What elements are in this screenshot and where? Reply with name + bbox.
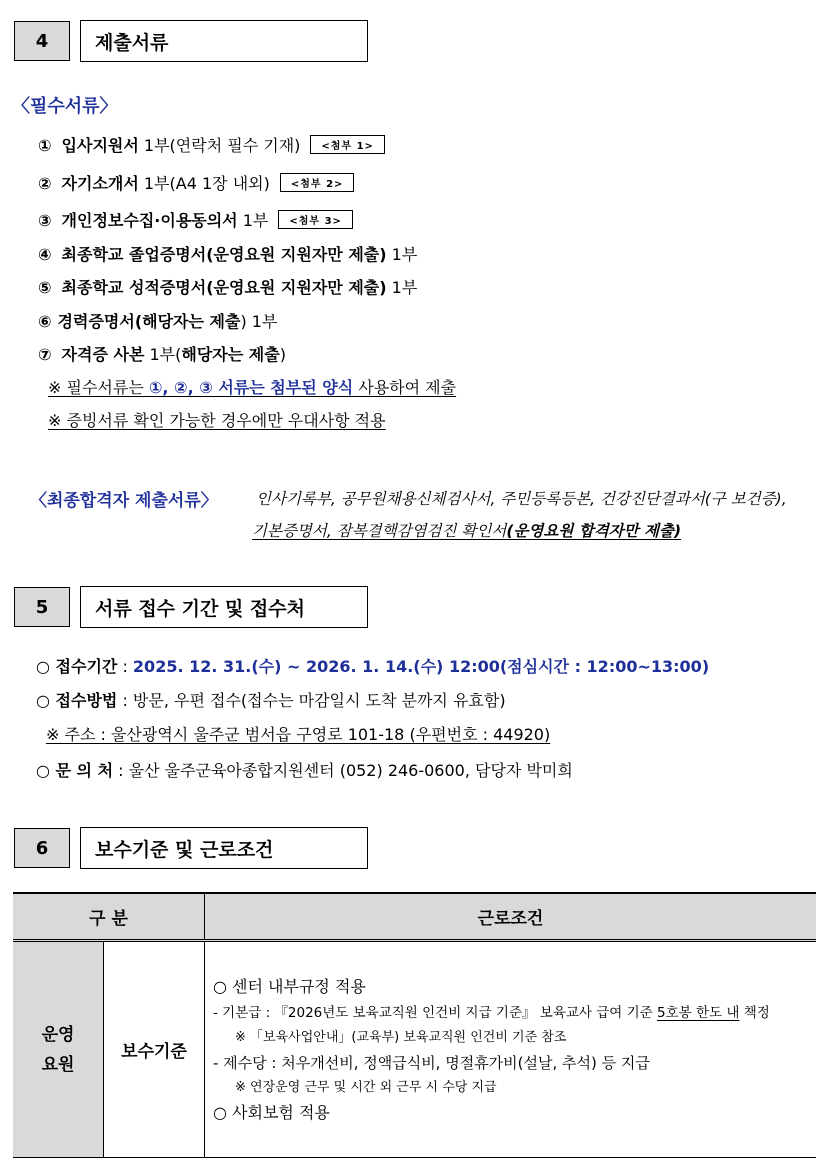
table-row xyxy=(13,941,816,1158)
doc-item-5: ⑤ 최종학교 성적증명서(운영요원 지원자만 제출) 1부 xyxy=(38,278,418,297)
application-address: ※ 주소 : 울산광역시 울주군 범서읍 구영로 101-18 (우편번호 : 44920) xyxy=(46,725,551,744)
row-group-cell: 운영 요원 xyxy=(13,941,104,1158)
doc-item-6: ⑥ 경력증명서(해당자는 제출) 1부 xyxy=(38,312,278,331)
table-header-row xyxy=(13,893,816,941)
doc-item-4: ④ 최종학교 졸업증명서(운영요원 지원자만 제출) 1부 xyxy=(38,245,418,264)
header-conditions: 근로조건 xyxy=(205,893,817,941)
section-6-number: 6 xyxy=(14,828,70,868)
required-docs-note: ※ 필수서류는 ①, ②, ③ 서류는 첨부된 양식 사용하여 제출 xyxy=(48,378,457,397)
row-label-cell: 보수기준 xyxy=(104,941,205,1158)
section-5-title: 서류 접수 기간 및 접수처 xyxy=(80,586,368,628)
application-method: ○ 접수방법 : 방문, 우편 접수(접수는 마감일시 도착 분까지 유효함) xyxy=(36,691,506,710)
attachment-badge: <첨부 2> xyxy=(280,173,355,192)
doc-item-1: ① 입사지원서 1부(연락처 필수 기재) <첨부 1> xyxy=(38,133,385,156)
final-docs-heading: 〈최종합격자 제출서류〉 xyxy=(30,491,218,511)
header-category: 구 분 xyxy=(13,893,205,941)
attachment-badge: <첨부 1> xyxy=(310,135,385,154)
section-6-title: 보수기준 및 근로조건 xyxy=(80,827,368,869)
doc-item-2: ② 자기소개서 1부(A4 1장 내외) <첨부 2> xyxy=(38,171,354,194)
section-4-number: 4 xyxy=(14,21,70,61)
doc-item-3: ③ 개인정보수집·이용동의서 1부 <첨부 3> xyxy=(38,208,353,231)
section-4-title: 제출서류 xyxy=(80,20,368,62)
conditions-cell: ○ 센터 내부규정 적용 - 기본급 : 『2026년도 보육교직원 인건비 지급 기준』 보육교사 급여 기준 5호봉 한도 내 책정 ※ 「보육사업안내」(교육부) 보육교직원 인건비 기준 참조 - 제수당 : 처우개선비, 정액급식비, 명절휴가비(설날, 추석) 등 지급 ※ 연장운영 근무 및 시간 외 근무 시 수당 지급 ○ 사회보험 적용 xyxy=(205,941,817,1158)
doc-item-7: ⑦ 자격증 사본 1부(해당자는 제출) xyxy=(38,345,286,364)
final-docs-line-2: 기본증명서, 잠복결핵감염검진 확인서(운영요원 합격자만 제출) xyxy=(252,522,682,540)
attachment-badge: <첨부 3> xyxy=(278,210,353,229)
section-5-number: 5 xyxy=(14,587,70,627)
application-period: ○ 접수기간 : 2025. 12. 31.(수) ~ 2026. 1. 14.(수) 12:00(점심시간 : 12:00~13:00) xyxy=(36,657,710,676)
required-docs-heading: 〈필수서류〉 xyxy=(12,96,118,117)
working-conditions-table xyxy=(13,892,816,1158)
final-docs-line-1: 인사기록부, 공무원채용신체검사서, 주민등록등본, 건강진단결과서(구 보건증), xyxy=(256,490,787,508)
evidence-docs-note: ※ 증빙서류 확인 가능한 경우에만 우대사항 적용 xyxy=(48,411,386,430)
contact-info: ○ 문 의 처 : 울산 울주군육아종합지원센터 (052) 246-0600, 담당자 박미희 xyxy=(36,761,573,780)
